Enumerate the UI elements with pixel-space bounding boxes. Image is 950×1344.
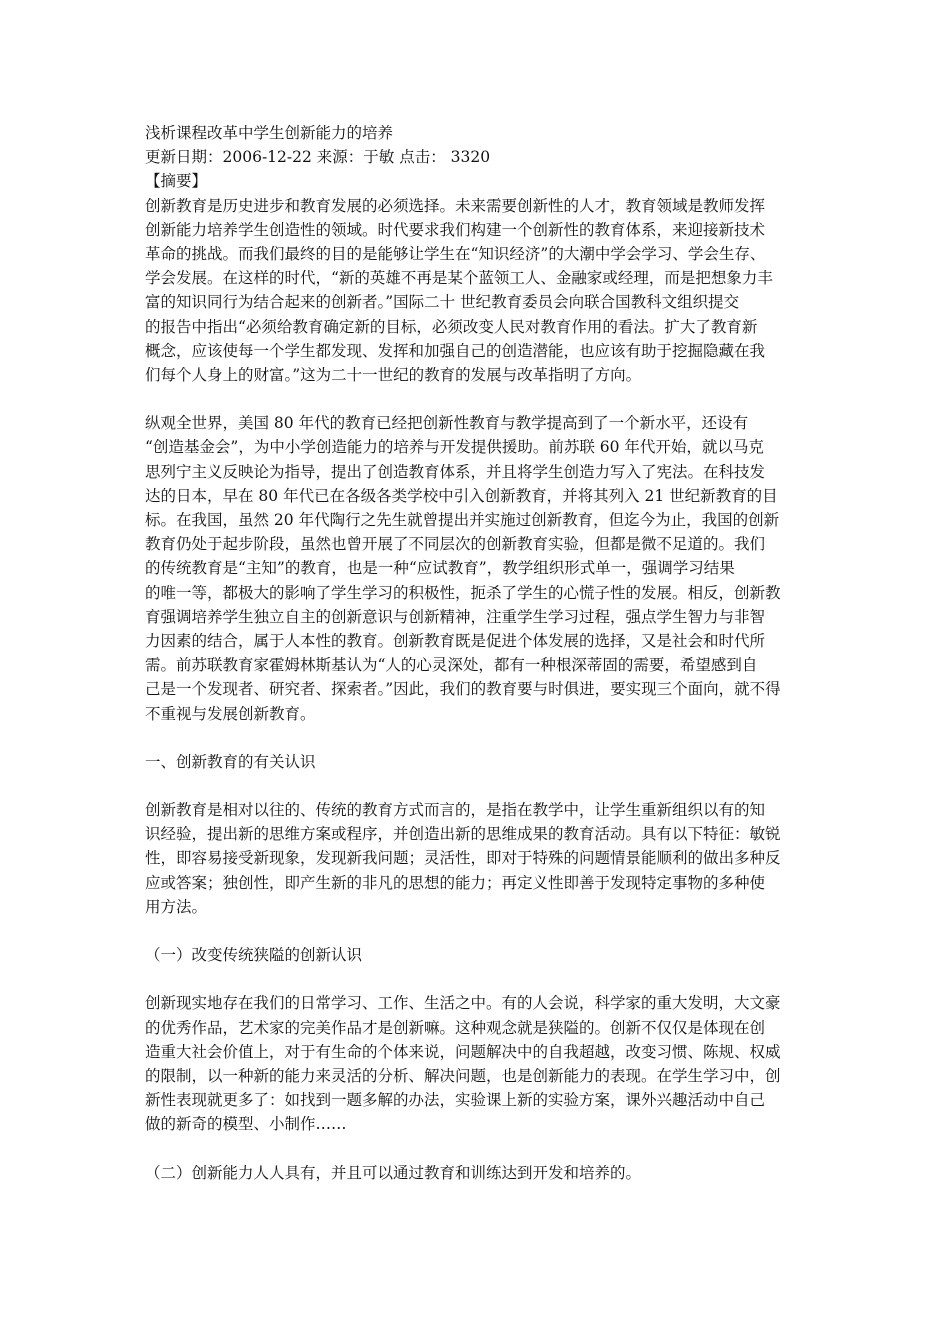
section-heading: 一、创新教育的有关认识 (145, 752, 316, 771)
paragraph-gap (145, 967, 825, 991)
paragraph-line: 创新教育是历史进步和教育发展的必须选择。未来需要创新性的人才，教育领域是教师发挥 (145, 196, 766, 215)
paragraph-line: 不重视与发展创新教育。 (145, 704, 316, 723)
document-title: 浅析课程改革中学生创新能力的培养 (145, 124, 394, 142)
abstract-label: 【摘要】 (145, 172, 208, 191)
paragraph-line: 应或答案；独创性，即产生新的非凡的思想的能力；再定义性即善于发现特定事物的多种使 (145, 873, 766, 892)
paragraph-line: 力因素的结合，属于人本性的教育。创新教育既是促进个体发展的选择，又是社会和时代所 (145, 632, 766, 651)
paragraph-line: 富的知识同行为结合起来的创新者。”国际二十 世纪教育委员会向联合国教科文组织提交 (145, 293, 740, 312)
paragraph-line: 的报告中指出“必须给教育确定新的目标，必须改变人民对教育作用的看法。扩大了教育新 (145, 317, 758, 336)
subsection-heading: （二）创新能力人人具有，并且可以通过教育和训练达到开发和培养的。 (145, 1163, 642, 1182)
paragraph-gap (145, 726, 825, 750)
paragraph-line: 创新能力培养学生创造性的领域。时代要求我们构建一个创新性的教育体系，来迎接新技术 (145, 220, 766, 239)
abstract-paragraph (145, 194, 825, 388)
paragraph-line: 们每个人身上的财富。”这为二十一世纪的教育的发展与改革指明了方向。 (145, 366, 642, 385)
paragraph-line: 做的新奇的模型、小制作…… (145, 1115, 347, 1134)
paragraph-line: 创新教育是相对以往的、传统的教育方式而言的，是指在教学中，让学生重新组织以有的知 (145, 801, 766, 820)
paragraph-line: “创造基金会”，为中小学创造能力的培养与开发提供援助。前苏联 60 年代开始，就以马克 (145, 438, 764, 457)
paragraph-gap (145, 1137, 825, 1161)
body-paragraph-definition (145, 798, 825, 919)
paragraph-line: 新性表现就更多了：如找到一题多解的办法，实验课上新的实验方案，课外兴趣活动中自己 (145, 1091, 766, 1110)
paragraph-line: 概念，应该使每一个学生都发现、发挥和加强自己的创造潜能，也应该有助于挖掘隐藏在我 (145, 341, 766, 360)
document-meta-line: 更新日期：2006-12-22 来源：于敏 点击： 3320 (145, 148, 491, 167)
paragraph-line: 需。前苏联教育家霍姆林斯基认为“人的心灵深处，都有一种根深蒂固的需要，希望感到自 (145, 656, 758, 675)
body-paragraph-innovation (145, 991, 825, 1136)
paragraph-line: 的唯一等，都极大的影响了学生学习的积极性，扼杀了学生的心慌子性的发展。相反，创新教 (145, 583, 781, 602)
paragraph-line: 创新现实地存在我们的日常学习、工作、生活之中。有的人会说，科学家的重大发明，大文豪 (145, 994, 781, 1013)
paragraph-line: 性，即容易接受新现象，发现新我问题；灵活性，即对于特殊的问题情景能顺利的做出多种反 (145, 849, 781, 868)
paragraph-line: 学会发展。在这样的时代，“新的英雄不再是某个蓝领工人、金融家或经理，而是把想象力丰 (145, 269, 773, 288)
paragraph-line: 的传统教育是“主知”的教育，也是一种“应试教育”，教学组织形式单一，强调学习结果 (145, 559, 735, 578)
paragraph-line: 标。在我国，虽然 20 年代陶行之先生就曾提出并实施过创新教育，但迄今为止，我国的创新 (145, 511, 780, 530)
paragraph-line: 己是一个发现者、研究者、探索者。”因此，我们的教育要与时俱进，要实现三个面向，就不得 (145, 680, 781, 699)
paragraph-line: 达的日本，早在 80 年代已在各级各类学校中引入创新教育，并将其列入 21 世纪新教育的目 (145, 486, 778, 505)
body-paragraph-worldview (145, 411, 825, 726)
paragraph-gap (145, 919, 825, 943)
paragraph-line: 识经验，提出新的思维方案或程序，并创造出新的思维成果的教育活动。具有以下特征：敏锐 (145, 825, 781, 844)
paragraph-line: 的优秀作品，艺术家的完美作品才是创新嘛。这种观念就是狭隘的。创新不仅仅是体现在创 (145, 1018, 766, 1037)
paragraph-line: 思列宁主义反映论为指导，提出了创造教育体系，并且将学生创造力写入了宪法。在科技发 (145, 462, 766, 481)
paragraph-line: 纵观全世界，美国 80 年代的教育已经把创新性教育与教学提高到了一个新水平，还设有 (145, 414, 749, 433)
paragraph-line: 的限制，以一种新的能力来灵活的分析、解决问题，也是创新能力的表现。在学生学习中，创 (145, 1066, 781, 1085)
paragraph-line: 教育仍处于起步阶段，虽然也曾开展了不同层次的创新教育实验，但都是微不足道的。我们 (145, 535, 766, 554)
paragraph-line: 育强调培养学生独立自主的创新意识与创新精神，注重学生学习过程，强点学生智力与非智 (145, 607, 766, 626)
paragraph-gap (145, 774, 825, 798)
document-page (145, 121, 825, 1185)
subsection-heading: （一）改变传统狭隘的创新认识 (145, 946, 363, 965)
paragraph-line: 用方法。 (145, 897, 208, 916)
paragraph-gap (145, 387, 825, 411)
paragraph-line: 造重大社会价值上，对于有生命的个体来说，问题解决中的自我超越，改变习惯、陈规、权威 (145, 1042, 781, 1061)
paragraph-line: 革命的挑战。而我们最终的目的是能够让学生在“知识经济”的大潮中学会学习、学会生存、 (145, 245, 766, 264)
